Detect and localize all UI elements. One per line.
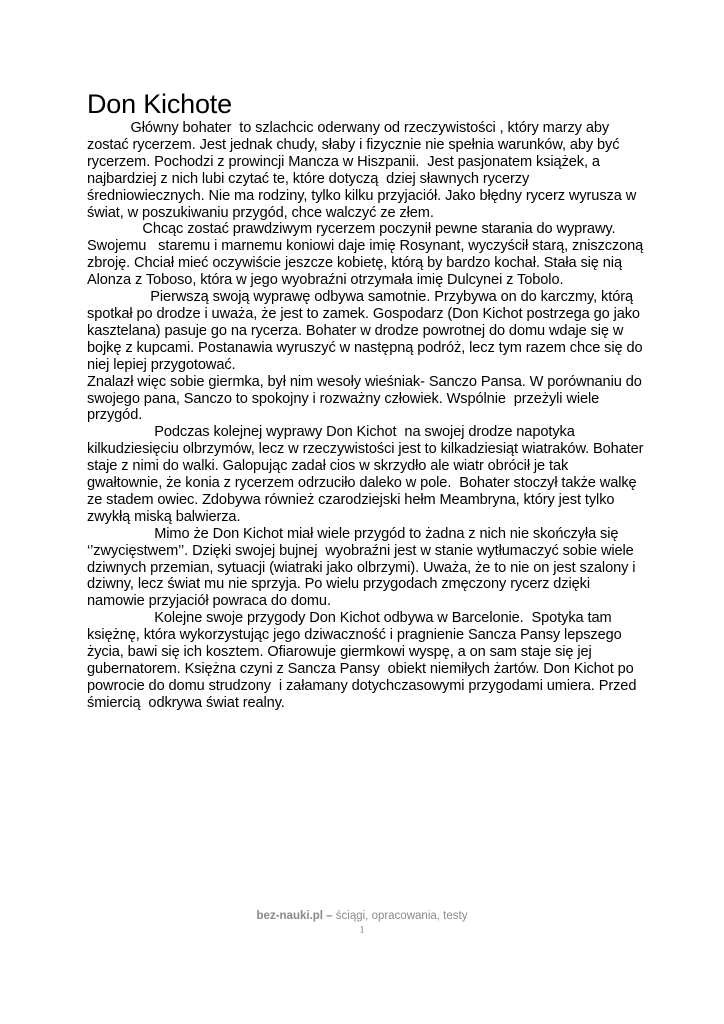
paragraph-no-victories: Mimo że Don Kichot miał wiele przygód to żadna z nich nie skończyła się ‘’zwycięstwem’’. Dzięki swojej bujnej wyobraźni jest w stanie wytłumaczyć sobie wiele dziwnych przemian, sytuacji (wiatraki jako olbrzymi). Uważa, że to nie on jest szalony i dziwny, lecz świat mu nie sprzyja. Po wielu przygodach zmęczony rycerz dzięki namowie przyjaciół powraca do domu.: [87, 525, 640, 610]
footer-tagline: ściągi, opracowania, testy: [332, 910, 468, 922]
paragraph-preparations: Chcąc zostać prawdziwym rycerzem poczynił pewne starania do wyprawy. Swojemu staremu i marnemu koniowi daje imię Rosynant, wyczyścił starą, zniszczoną zbroję. Chciał mieć oczywiście jeszcze kobietę, którą by bardzo kochał. Stała się nią Alonza z Toboso, która w jego wyobraźni otrzymała imię Dulcynei z Tobolo.: [87, 221, 648, 289]
page-number: 1: [359, 924, 365, 936]
page-footer: [0, 909, 724, 923]
paragraph-barcelona: Kolejne swoje przygody Don Kichot odbywa w Barcelonie. Spotyka tam księżnę, która wykorzystując jego dziwaczność i pragnienie Sancza Pansy lepszego życia, bawi się ich kosztem. Ofiarowuje giermkowi wyspę, a on sam staje się jej gubernatorem. Księżna czyni z Sancza Pansy obiekt niemiłych żartów. Don Kichot po powrocie do domu strudzony i załamany dotychczasowymi przygodami umiera. Przed śmiercią odkrywa świat realny.: [87, 610, 641, 711]
paragraph-first-journey: Pierwszą swoją wyprawę odbywa samotnie. Przybywa on do karczmy, którą spotkał po drodze i uważa, że jest to zamek. Gospodarz (Don Kichot postrzega go jako kasztelana) pasuje go na rycerza. Bohater w drodze powrotnej do domu wdaje się w bojkę z kupcami. Postanawia wyruszyć w następną podróż, lecz tym razem chce się do niej lepiej przygotować.: [87, 289, 647, 373]
paragraph-intro: Główny bohater to szlachcic oderwany od rzeczywistości , który marzy aby zostać rycerzem. Jest jednak chudy, słaby i fizycznie nie spełnia warunków, aby być rycerzem. Pochodzi z prowincji Mancza w Hiszpanii. Jest pasjonatem książek, a najbardziej z nich lubi czytać te, które dotyczą dziej sławnych rycerzy średniowiecznych. Nie ma rodziny, tylko kilku przyjaciół. Jako błędny rycerz wyrusza w świat, w poszukiwaniu przygód, chce walczyć ze złem.: [87, 120, 641, 221]
paragraph-squire: Znalazł więc sobie giermka, był nim wesoły wieśniak- Sanczo Pansa. W porównaniu do swojego pana, Sanczo to spokojny i rozważny człowiek. Wspólnie przeżyli wiele przygód.: [87, 373, 650, 424]
document-title: Don Kichote: [87, 89, 232, 119]
paragraph-windmills: Podczas kolejnej wyprawy Don Kichot na swojej drodze napotyka kilkudziesięciu olbrzymów, lecz w rzeczywistości jest to kilkadziesiąt wiatraków. Bohater staje z nimi do walki. Galopując zadał cios w skrzydło ale wiatr obrócił je tak gwałtownie, że konia z rycerzem odrzuciło daleko w pole. Bohater stoczył także walkę ze stadem owiec. Zdobywa również czarodziejski hełm Meambryna, który jest tylko zwykłą miską balwierza.: [87, 424, 648, 525]
footer-brand: bez-nauki.pl –: [256, 910, 333, 922]
document-body: [87, 88, 650, 712]
